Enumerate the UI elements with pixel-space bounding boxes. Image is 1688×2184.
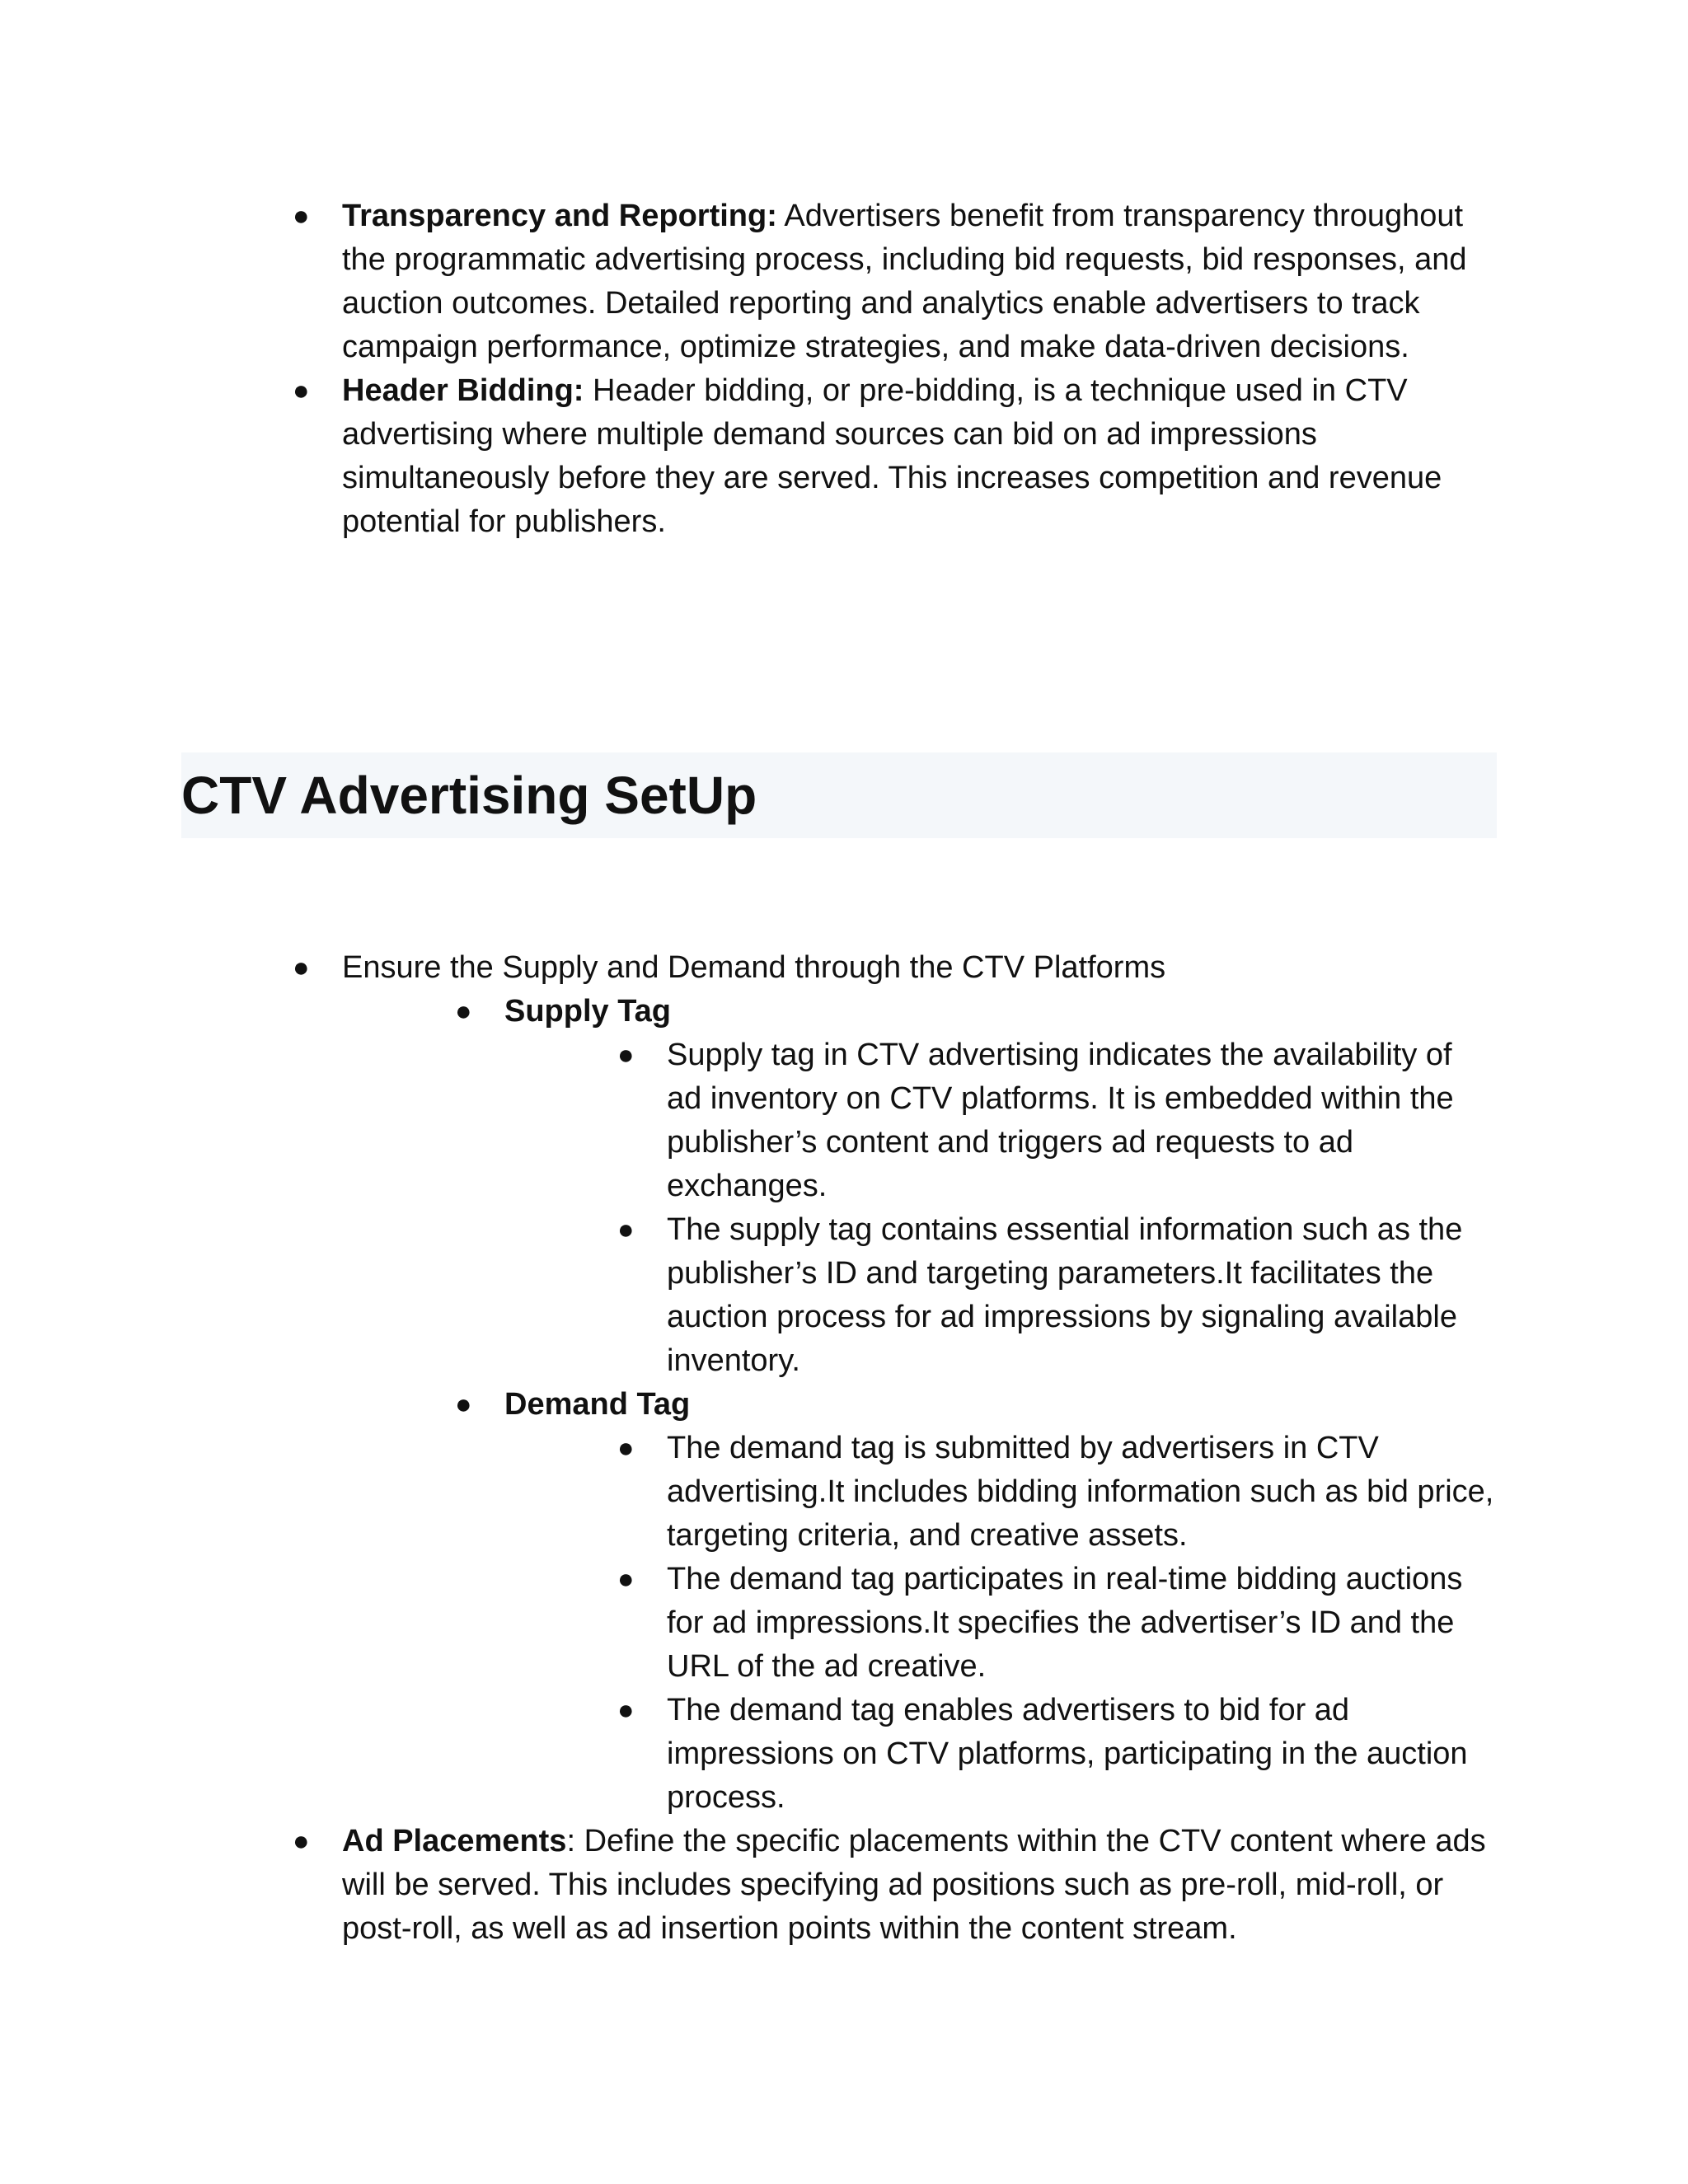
list-item-supply-point (0, 1033, 1495, 1208)
bullet-icon: ● (455, 1389, 472, 1420)
list-item-transparency (0, 194, 1496, 369)
list-item-supply-point (0, 1208, 1495, 1383)
section-heading: CTV Advertising SetUp (181, 766, 757, 825)
bullet-list-programmatic (0, 194, 1496, 544)
list-item-demand-point (0, 1558, 1495, 1689)
item-text: The supply tag contains essential information such as the publisher’s ID and targeting parameters.It facilitates the auction process for ad impressions by signaling available inventory. (667, 1212, 1463, 1378)
item-text: : Define the specific placements within the CTV content where ads will be served. This includes specifying ad positions such as pre-roll, mid-roll, or post-roll, as well as ad insertion points within the content stream. (342, 1824, 1486, 1946)
item-lead: Supply Tag (504, 994, 671, 1029)
item-text: Supply tag in CTV advertising indicates the availability of ad inventory on CTV platforms. It is embedded within the publisher’s content and triggers ad requests to ad exchanges. (667, 1038, 1454, 1203)
item-text: Header bidding, or pre-bidding, is a technique used in CTV advertising where multiple demand sources can bid on ad impressions simultaneously before they are served. This increases competition and revenue potential for publishers. (342, 373, 1442, 539)
bullet-icon: ● (617, 1039, 635, 1071)
list-item-demand-point (0, 1427, 1495, 1558)
list-item-supply-tag (0, 990, 1493, 1033)
bullet-icon: ● (293, 200, 310, 232)
item-lead: Header Bidding: (342, 373, 584, 408)
item-text: Advertisers benefit from transparency throughout the programmatic advertising process, including bid requests, bid responses, and auction outcomes. Detailed reporting and analytics enable advertisers to track campaign performance, optimize strategies, and make data-driven decisions. (342, 199, 1467, 364)
bullet-icon: ● (293, 375, 310, 406)
bullet-icon: ● (617, 1563, 635, 1595)
item-text: The demand tag participates in real-time bidding auctions for ad impressions.It specifies the advertiser’s ID and the URL of the ad creative. (667, 1562, 1463, 1684)
item-text: The demand tag enables advertisers to bid for ad impressions on CTV platforms, participating in the auction process. (667, 1693, 1468, 1815)
list-item-header-bidding (0, 369, 1496, 544)
bullet-icon: ● (617, 1432, 635, 1464)
bullet-icon: ● (617, 1694, 635, 1726)
list-item-demand-tag (0, 1383, 1493, 1427)
item-text: Ensure the Supply and Demand through the CTV Platforms (342, 950, 1166, 985)
item-lead: Transparency and Reporting: (342, 199, 777, 233)
item-lead: Ad Placements (342, 1824, 567, 1858)
bullet-icon: ● (293, 952, 310, 983)
item-lead: Demand Tag (504, 1387, 691, 1422)
bullet-icon: ● (293, 1825, 310, 1857)
list-item-ad-placements (0, 1820, 1496, 1951)
bullet-icon: ● (455, 996, 472, 1027)
list-item-intro (0, 946, 1496, 990)
item-text: The demand tag is submitted by advertisers in CTV advertising.It includes bidding information such as bid price, targeting criteria, and creative assets. (667, 1431, 1494, 1553)
bullet-icon: ● (617, 1214, 635, 1245)
list-item-demand-point (0, 1689, 1495, 1820)
bullet-list-setup (0, 946, 1496, 1951)
